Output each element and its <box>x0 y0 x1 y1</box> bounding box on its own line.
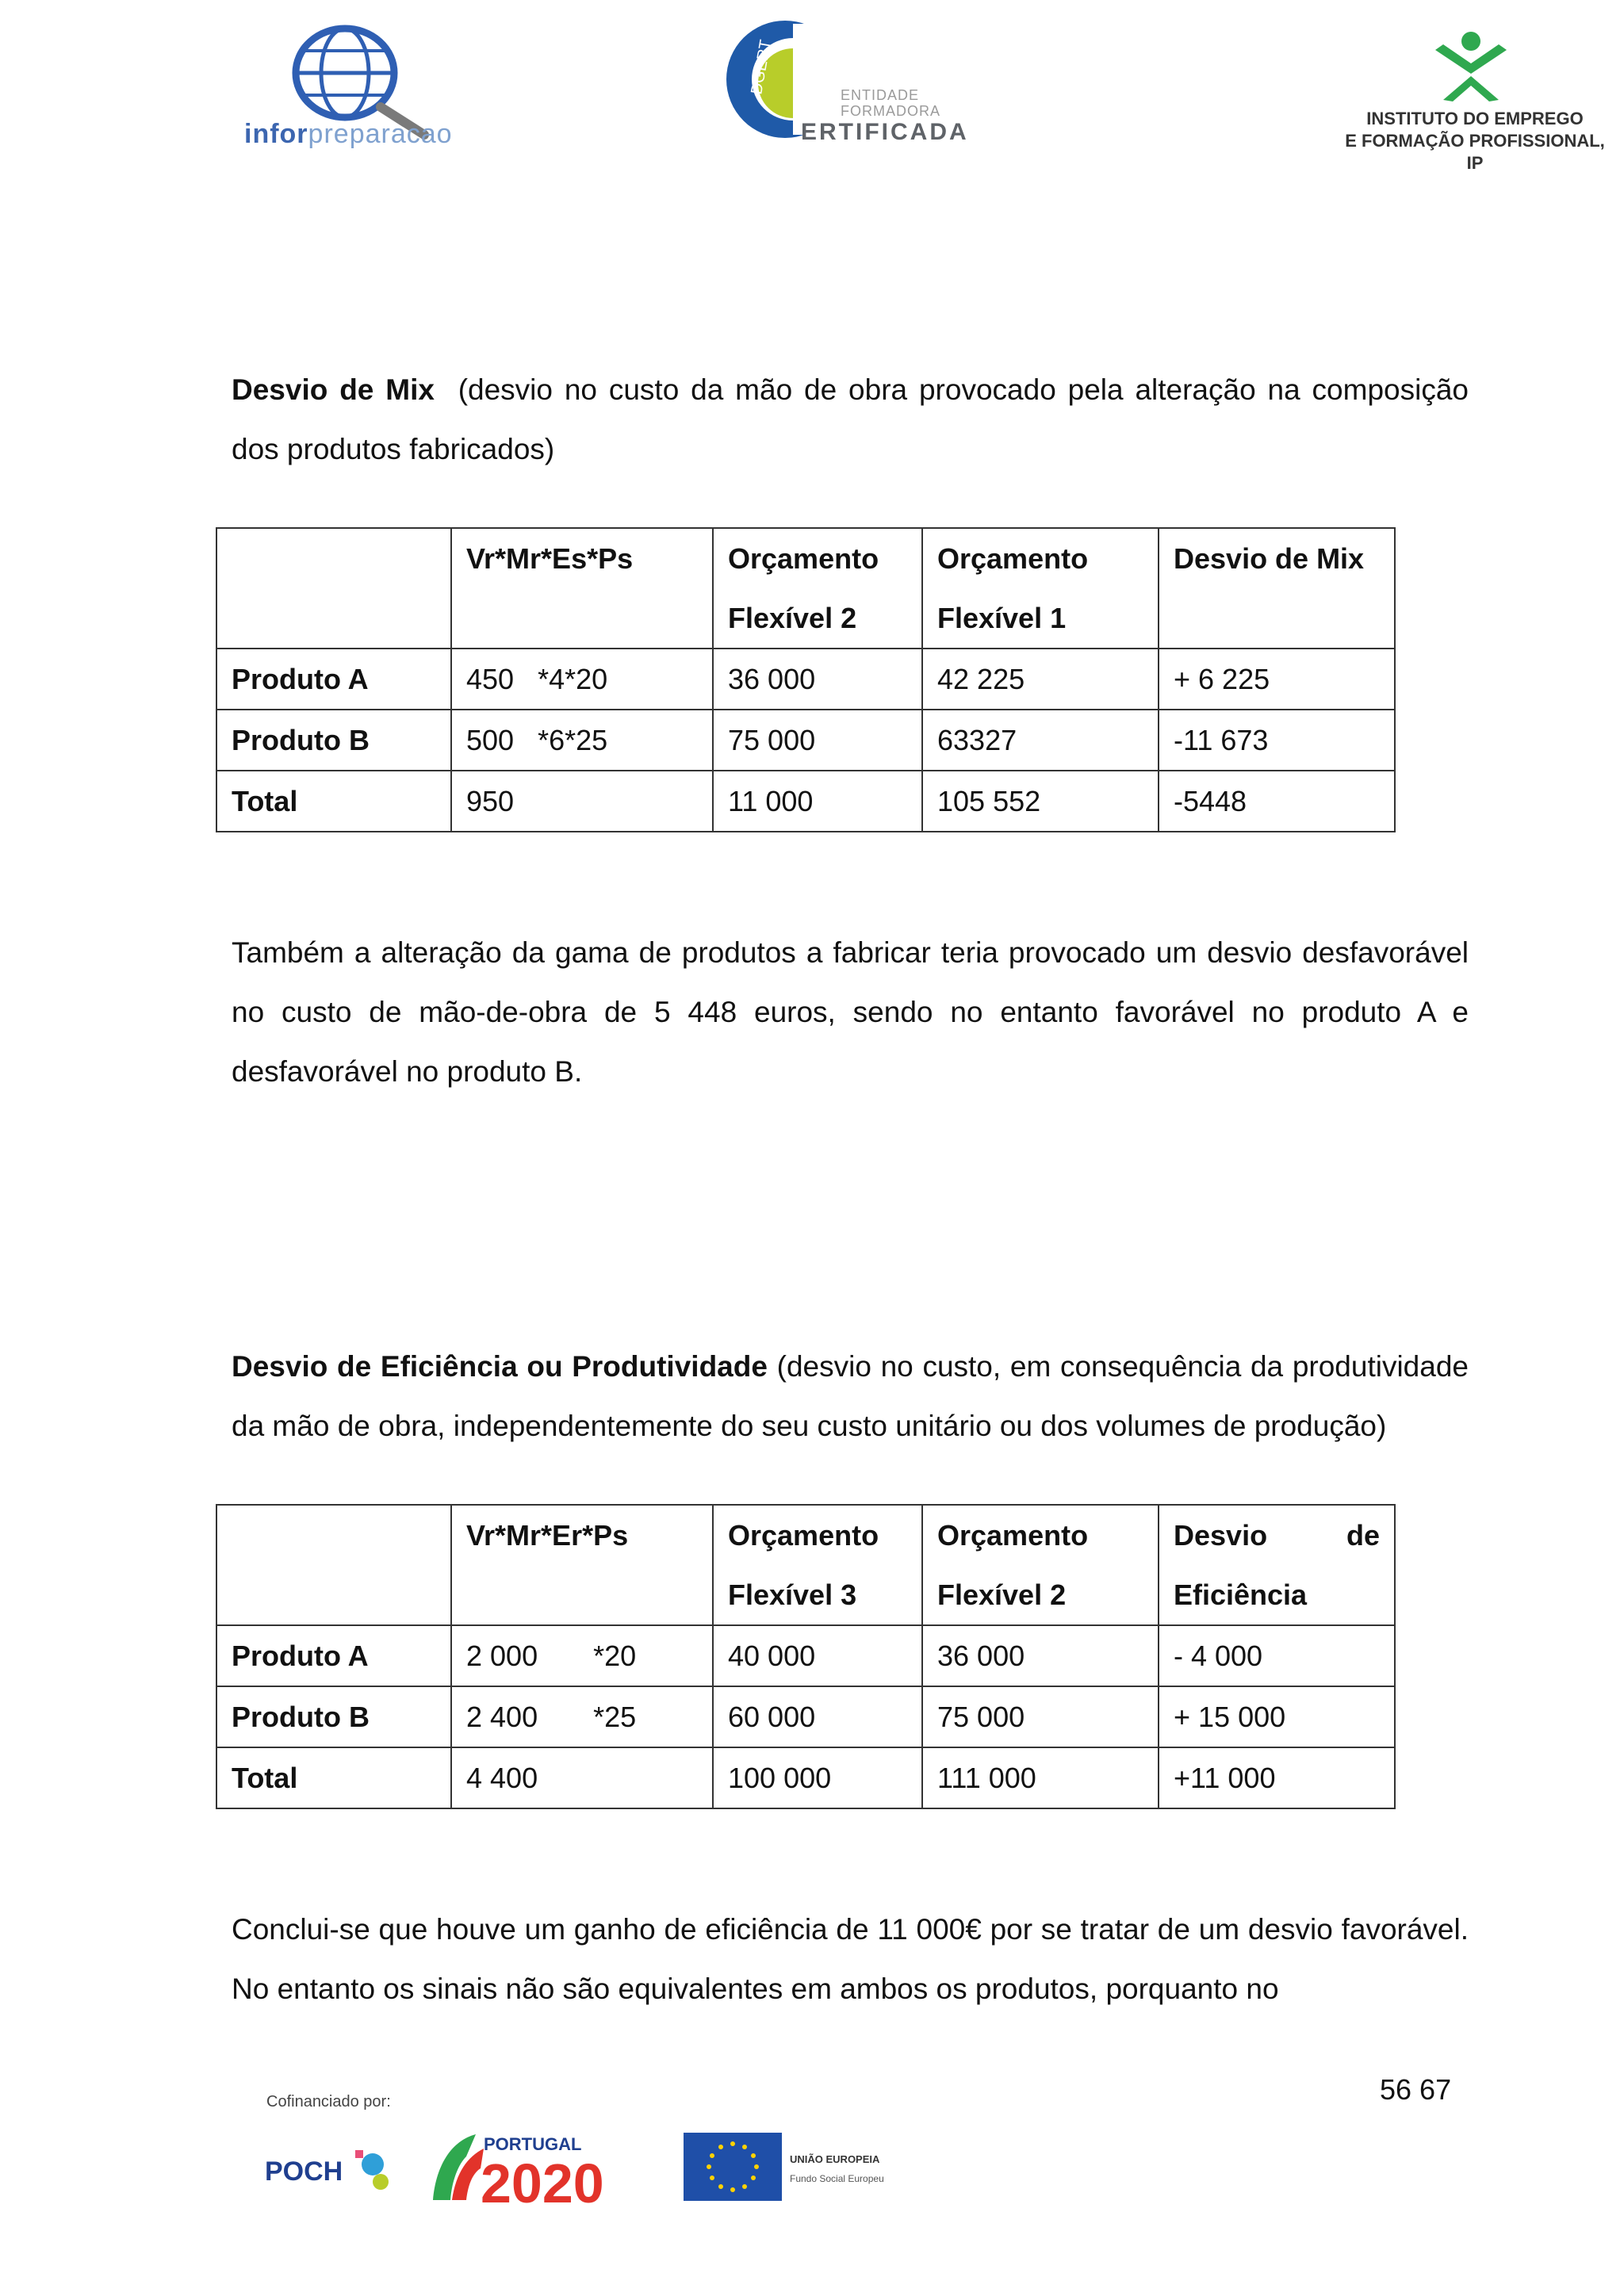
portugal-2020-logo <box>428 2125 650 2212</box>
efficiency-conclusion-paragraph: Conclui-se que houve um ganho de eficiência de 11 000€ por se tratar de um desvio favorável. No entanto os sinais não são equivalentes em ambos os produtos, porquanto no <box>232 1913 1469 2005</box>
dgert-ring-text: DGERT <box>748 38 776 96</box>
page-number: 56 67 <box>1380 2073 1452 2106</box>
inforpreparacao-wordmark: inforpreparacao <box>244 119 453 149</box>
efficiency-deviation-table <box>216 1504 1396 1809</box>
mix-conclusion-paragraph: Também a alteração da gama de produtos a fabricar teria provocado um desvio desfavorável no custo de mão-de-obra de 5 448 euros, sendo no entanto favorável no produto A e desfavorável no produto B. <box>232 936 1469 1088</box>
table-row: Produto B 500 *6*25 75 000 63327 -11 673 <box>216 710 1395 771</box>
table-row: Produto A 2 000 *20 40 000 36 000 - 4 000 <box>216 1625 1395 1686</box>
table-row: Produto B 2 400 *25 60 000 75 000 + 15 000 <box>216 1686 1395 1747</box>
iefp-wordmark: INSTITUTO DO EMPREGO E FORMAÇÃO PROFISSIONAL, IP <box>1345 109 1605 173</box>
mix-intro-paragraph <box>232 360 1469 479</box>
mix-title: Desvio de Mix <box>232 373 435 406</box>
poch-logo <box>262 2133 396 2204</box>
svg-text:UNIÃO EUROPEIA: UNIÃO EUROPEIA <box>790 2153 880 2165</box>
mix-deviation-table <box>216 527 1396 832</box>
dgert-entidade-text: ENTIDADE FORMADORA <box>841 87 940 119</box>
table-header-row: Vr*Mr*Es*Ps Orçamento Flexível 2 Orçamento Flexível 1 Desvio de Mix <box>216 528 1395 649</box>
table-total-row: Total 950 11 000 105 552 -5448 <box>216 771 1395 832</box>
efficiency-title: Desvio de Eficiência ou Produtividade <box>232 1350 768 1383</box>
efficiency-description: (desvio no custo, em consequência da produtividade da mão de obra, independentemente do seu custo unitário ou dos volumes de produção) <box>232 1350 1469 1442</box>
efficiency-intro-paragraph <box>232 1337 1469 1456</box>
svg-text:PORTUGAL: PORTUGAL <box>484 2134 582 2154</box>
table-row: Produto A 450 *4*20 36 000 42 225 + 6 225 <box>216 649 1395 710</box>
cofinanced-label: Cofinanciado por: <box>266 2093 391 2110</box>
eu-flag-logo <box>684 2133 898 2201</box>
iefp-logo <box>1427 30 1515 101</box>
dgert-certificada-text: ERTIFICADA <box>801 119 969 145</box>
mix-description: (desvio no custo da mão de obra provocado pela alteração na composição dos produtos fabricados) <box>232 373 1469 465</box>
table-header-row: Vr*Mr*Er*Ps Orçamento Flexível 3 Orçamento Flexível 2 Desvio de Eficiência <box>216 1505 1395 1625</box>
table-total-row: Total 4 400 100 000 111 000 +11 000 <box>216 1747 1395 1808</box>
svg-text:Fundo Social Europeu: Fundo Social Europeu <box>790 2173 884 2184</box>
svg-text:POCH: POCH <box>265 2156 343 2187</box>
svg-text:2020: 2020 <box>481 2152 604 2212</box>
